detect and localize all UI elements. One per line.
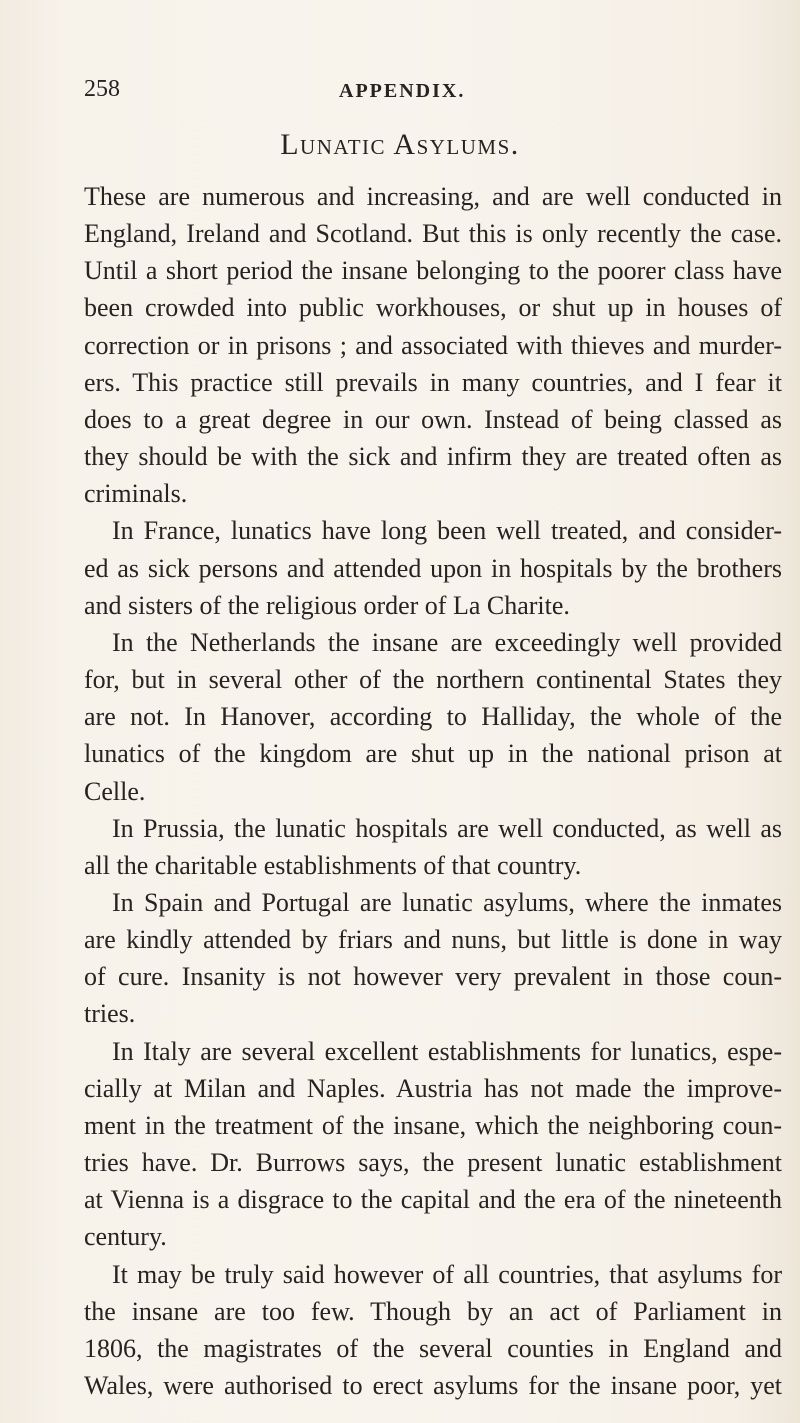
text-line: In Prussia, the lunatic hospitals are well conducted, as well as [112,813,782,843]
text-line: tries have. Dr. Burrows says, the present lunatic establishment [84,1148,782,1178]
text-line: all the charitable establishments of that country. [84,850,582,880]
text-line: Until a short period the insane belonging to the poorer class have [84,256,782,286]
text-line: criminals. [84,479,188,509]
text-line: In Spain and Portugal are lunatic asylums, where the inmates [112,887,782,917]
text-line: In the Netherlands the insane are exceedingly well provided [112,627,782,657]
text-line: These are numerous and increasing, and are well conducted in [84,182,782,211]
text-line: ment in the treatment of the insane, which the neighboring coun- [84,1110,782,1140]
text-line: It may be truly said however of all countries, that asylums for [112,1259,782,1289]
text-line: ed as sick persons and attended upon in hospitals by the brothers [84,553,782,583]
text-line: are kindly attended by friars and nuns, but little is done in way [84,925,782,955]
section-title: Lunatic Asylums. [280,128,520,161]
text-line: 1806, the magistrates of the several counties in England and [84,1333,782,1363]
text-line: cially at Milan and Naples. Austria has not made the improve- [84,1073,782,1103]
text-line: are not. In Hanover, according to Halliday, the whole of the [84,702,782,732]
text-line: Celle. [84,776,146,806]
running-head-title: APPENDIX. [339,80,466,102]
text-line: century. [84,1222,167,1252]
text-line: ers. This practice still prevails in many countries, and I fear it [84,367,782,397]
text-line: at Vienna is a disgrace to the capital and the era of the nineteenth [84,1185,782,1215]
text-line: of cure. Insanity is not however very prevalent in those coun- [84,962,782,992]
text-line: been crowded into public workhouses, or shut up in houses of [84,293,782,323]
text-line: lunatics of the kingdom are shut up in the national prison at [84,739,782,769]
text-line: correction or in prisons ; and associated with thieves and murder- [84,330,782,360]
text-line: tries. [84,999,136,1029]
text-line: Wales, were authorised to erect asylums for the insane poor, yet [84,1371,782,1400]
text-line: In France, lunatics have long been well treated, and consider- [112,516,782,546]
text-line: they should be with the sick and infirm they are treated often as [84,442,782,472]
text-line: and sisters of the religious order of La Charite. [84,590,570,620]
body-text [84,178,782,1404]
text-line: for, but in several other of the northern continental States they [84,665,782,695]
running-head [84,76,784,108]
text-line: the insane are too few. Though by an act of Parliament in [84,1296,782,1326]
page-number: 258 [84,76,120,102]
text-line: England, Ireland and Scotland. But this is only recently the case. [84,219,782,249]
text-line: does to a great degree in our own. Instead of being classed as [84,404,782,434]
text-line: In Italy are several excellent establishments for lunatics, espe- [112,1036,782,1066]
